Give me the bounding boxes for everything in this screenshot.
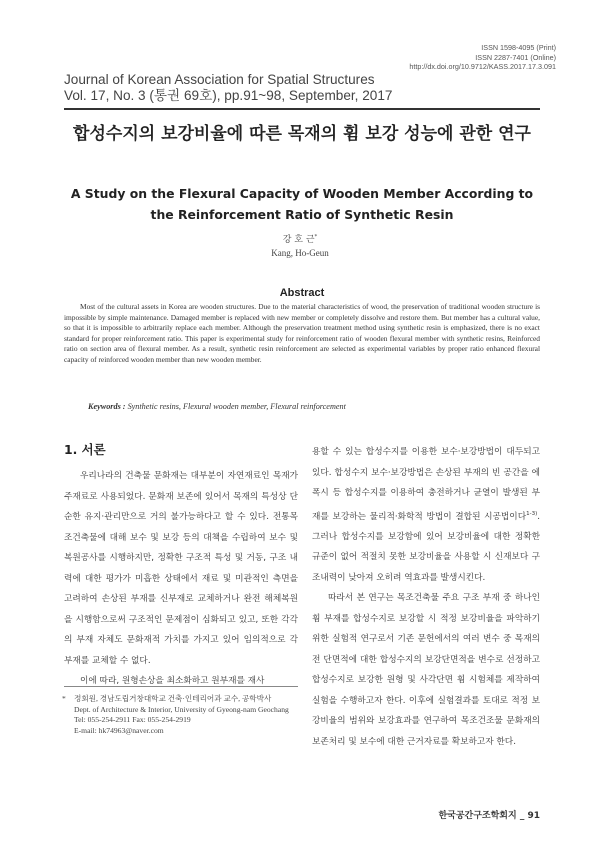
author-mark: * <box>314 234 318 240</box>
author-name-ko: 강 호 근 <box>282 235 315 245</box>
author-korean <box>0 232 600 245</box>
keywords-values: Synthetic resins, Flexural wooden member, Flexural reinforcement <box>127 402 346 411</box>
paragraph: 우리나라의 건축물 문화재는 대부분이 자연재료인 목재가 주재료로 사용되었다. 문화재 보존에 있어서 목재의 특성상 단순한 유지·관리만으로 거의 불가능하다고 할 수 있다. 전통목조건축물에 대해 보수 및 보강 등의 대책을 수립하여 보수 및 복원공사를 시행하지만, 정확한 구조적 특성 및 거동, 구조 내력에 대한 평가가 미흡한 상태에서 재료 및 미관적인 측면을 고려하여 손상된 부재를 신부재로 교체하거나 완전 해체복원을 시행함으로써 구조적인 문제점이 심화되고 있고, 또한 각각의 부재 자체도 문화재적 가치를 가지고 있어 임의적으로 각 부재를 교체할 수 없다. <box>64 471 298 666</box>
paragraph: 이에 따라, 원형손상을 최소화하고 원부재를 재사 <box>80 676 265 686</box>
keywords <box>88 402 346 411</box>
title-english: A Study on the Flexural Capacity of Wooden Member According to the Reinforcement Ratio of Synthetic Resin <box>70 186 534 222</box>
section-heading: 1. 서론 <box>64 442 106 457</box>
abstract-text: Most of the cultural assets in Korea are wooden structures. Due to the material characteristics of wood, the preservation of traditional wooden structure is impossible by simple maintenance. Damaged member is replaced with new member or completely dissolve and restore them. But member has a cultural value, so that it is impossible to arbitrarily replace each member. Although the preservation treatment method using synthetic resin is emphasized, there is no exact standard for proper reinforcement ratio. This paper is experimental study for reinforcement ratio of wooden flexural member with synthetic resins, Reinforced ratio on section area of flexural member. As a result, synthetic resin reinforcement are selected as experimental variables by proper ratio enhanced flexural capacity of reinforced wooden member than new wooden member. <box>64 302 540 364</box>
footnote-rule <box>64 686 298 687</box>
page-footer: 한국공간구조학회지 _ 91 <box>438 811 540 821</box>
issn-online: ISSN 2287-7401 (Online) <box>475 52 556 62</box>
right-column <box>312 442 540 752</box>
paragraph: 따라서 본 연구는 목조건축물 주요 구조 부재 중 하나인 휨 부재를 합성수지로 보강할 시 적정 보강비율을 파악하기 위한 실험적 연구로서 기존 문헌에서의 여러 변수 중 목재의 전 단면적에 대한 합성수지의 보강단면적을 변수로 선정하고 합성수지로 보강한 원형 및 사각단면 휨 시험체를 제작하여 실험을 수행하고자 한다. 이후에 실험결과를 토대로 적정 보강비율의 범위와 보강효과를 연구하여 목조건조물 문화재의 보존처리 및 보수에 대한 근거자료를 확보하고자 한다. <box>312 593 540 747</box>
citation-ref: 1-3) <box>526 510 538 517</box>
footnote <box>62 694 298 736</box>
issn-block <box>409 43 556 72</box>
left-column <box>64 466 298 692</box>
footnote-affiliation-ko: 정회원, 경남도립거창대학교 건축·인테리어과 교수, 공학박사 <box>74 694 272 703</box>
journal-volume: Vol. 17, No. 3 (통권 69호), pp.91~98, September, 2017 <box>64 88 393 103</box>
issn-print: ISSN 1598-4095 (Print) <box>481 43 556 52</box>
header-rule <box>64 108 540 110</box>
paragraph-text: . 그러나 합성수지를 보강함에 있어 보강비율에 대한 정확한 규준이 없어 적절치 못한 보강비율을 사용할 시 신재보다 구조내력이 낮아져 오히려 역효과를 발생시킨다. <box>312 511 540 583</box>
title-korean: 합성수지의 보강비율에 따른 목재의 휨 보강 성능에 관한 연구 <box>73 124 531 144</box>
journal-header <box>64 72 392 104</box>
abstract-heading: Abstract <box>279 287 325 299</box>
footnote-email: E-mail: hk74963@naver.com <box>74 725 164 735</box>
journal-name: Journal of Korean Association for Spatial Structures <box>64 72 375 87</box>
doi-link[interactable]: http://dx.doi.org/10.9712/KASS.2017.17.3.091 <box>409 62 556 71</box>
footnote-affiliation-en: Dept. of Architecture & Interior, University of Gyeong-nam Geochang <box>74 704 289 714</box>
footnote-mark: * <box>62 694 66 703</box>
keywords-label: Keywords : <box>88 402 126 411</box>
author-english: Kang, Ho-Geun <box>271 248 329 258</box>
paragraph-text: 용할 수 있는 합성수지를 이용한 보수·보강방법이 대두되고 있다. 합성수지 보수·보강방법은 손상된 부재의 빈 공간을 에폭시 등 합성수지를 이용하여 충전하거나 균열이 발생된 부재를 보강하는 물리적·화학적 방법이 결합된 시공법이다 <box>312 447 540 522</box>
paragraph <box>312 442 540 588</box>
footnote-phone: Tel: 055-254-2911 Fax: 055-254-2919 <box>74 715 191 725</box>
